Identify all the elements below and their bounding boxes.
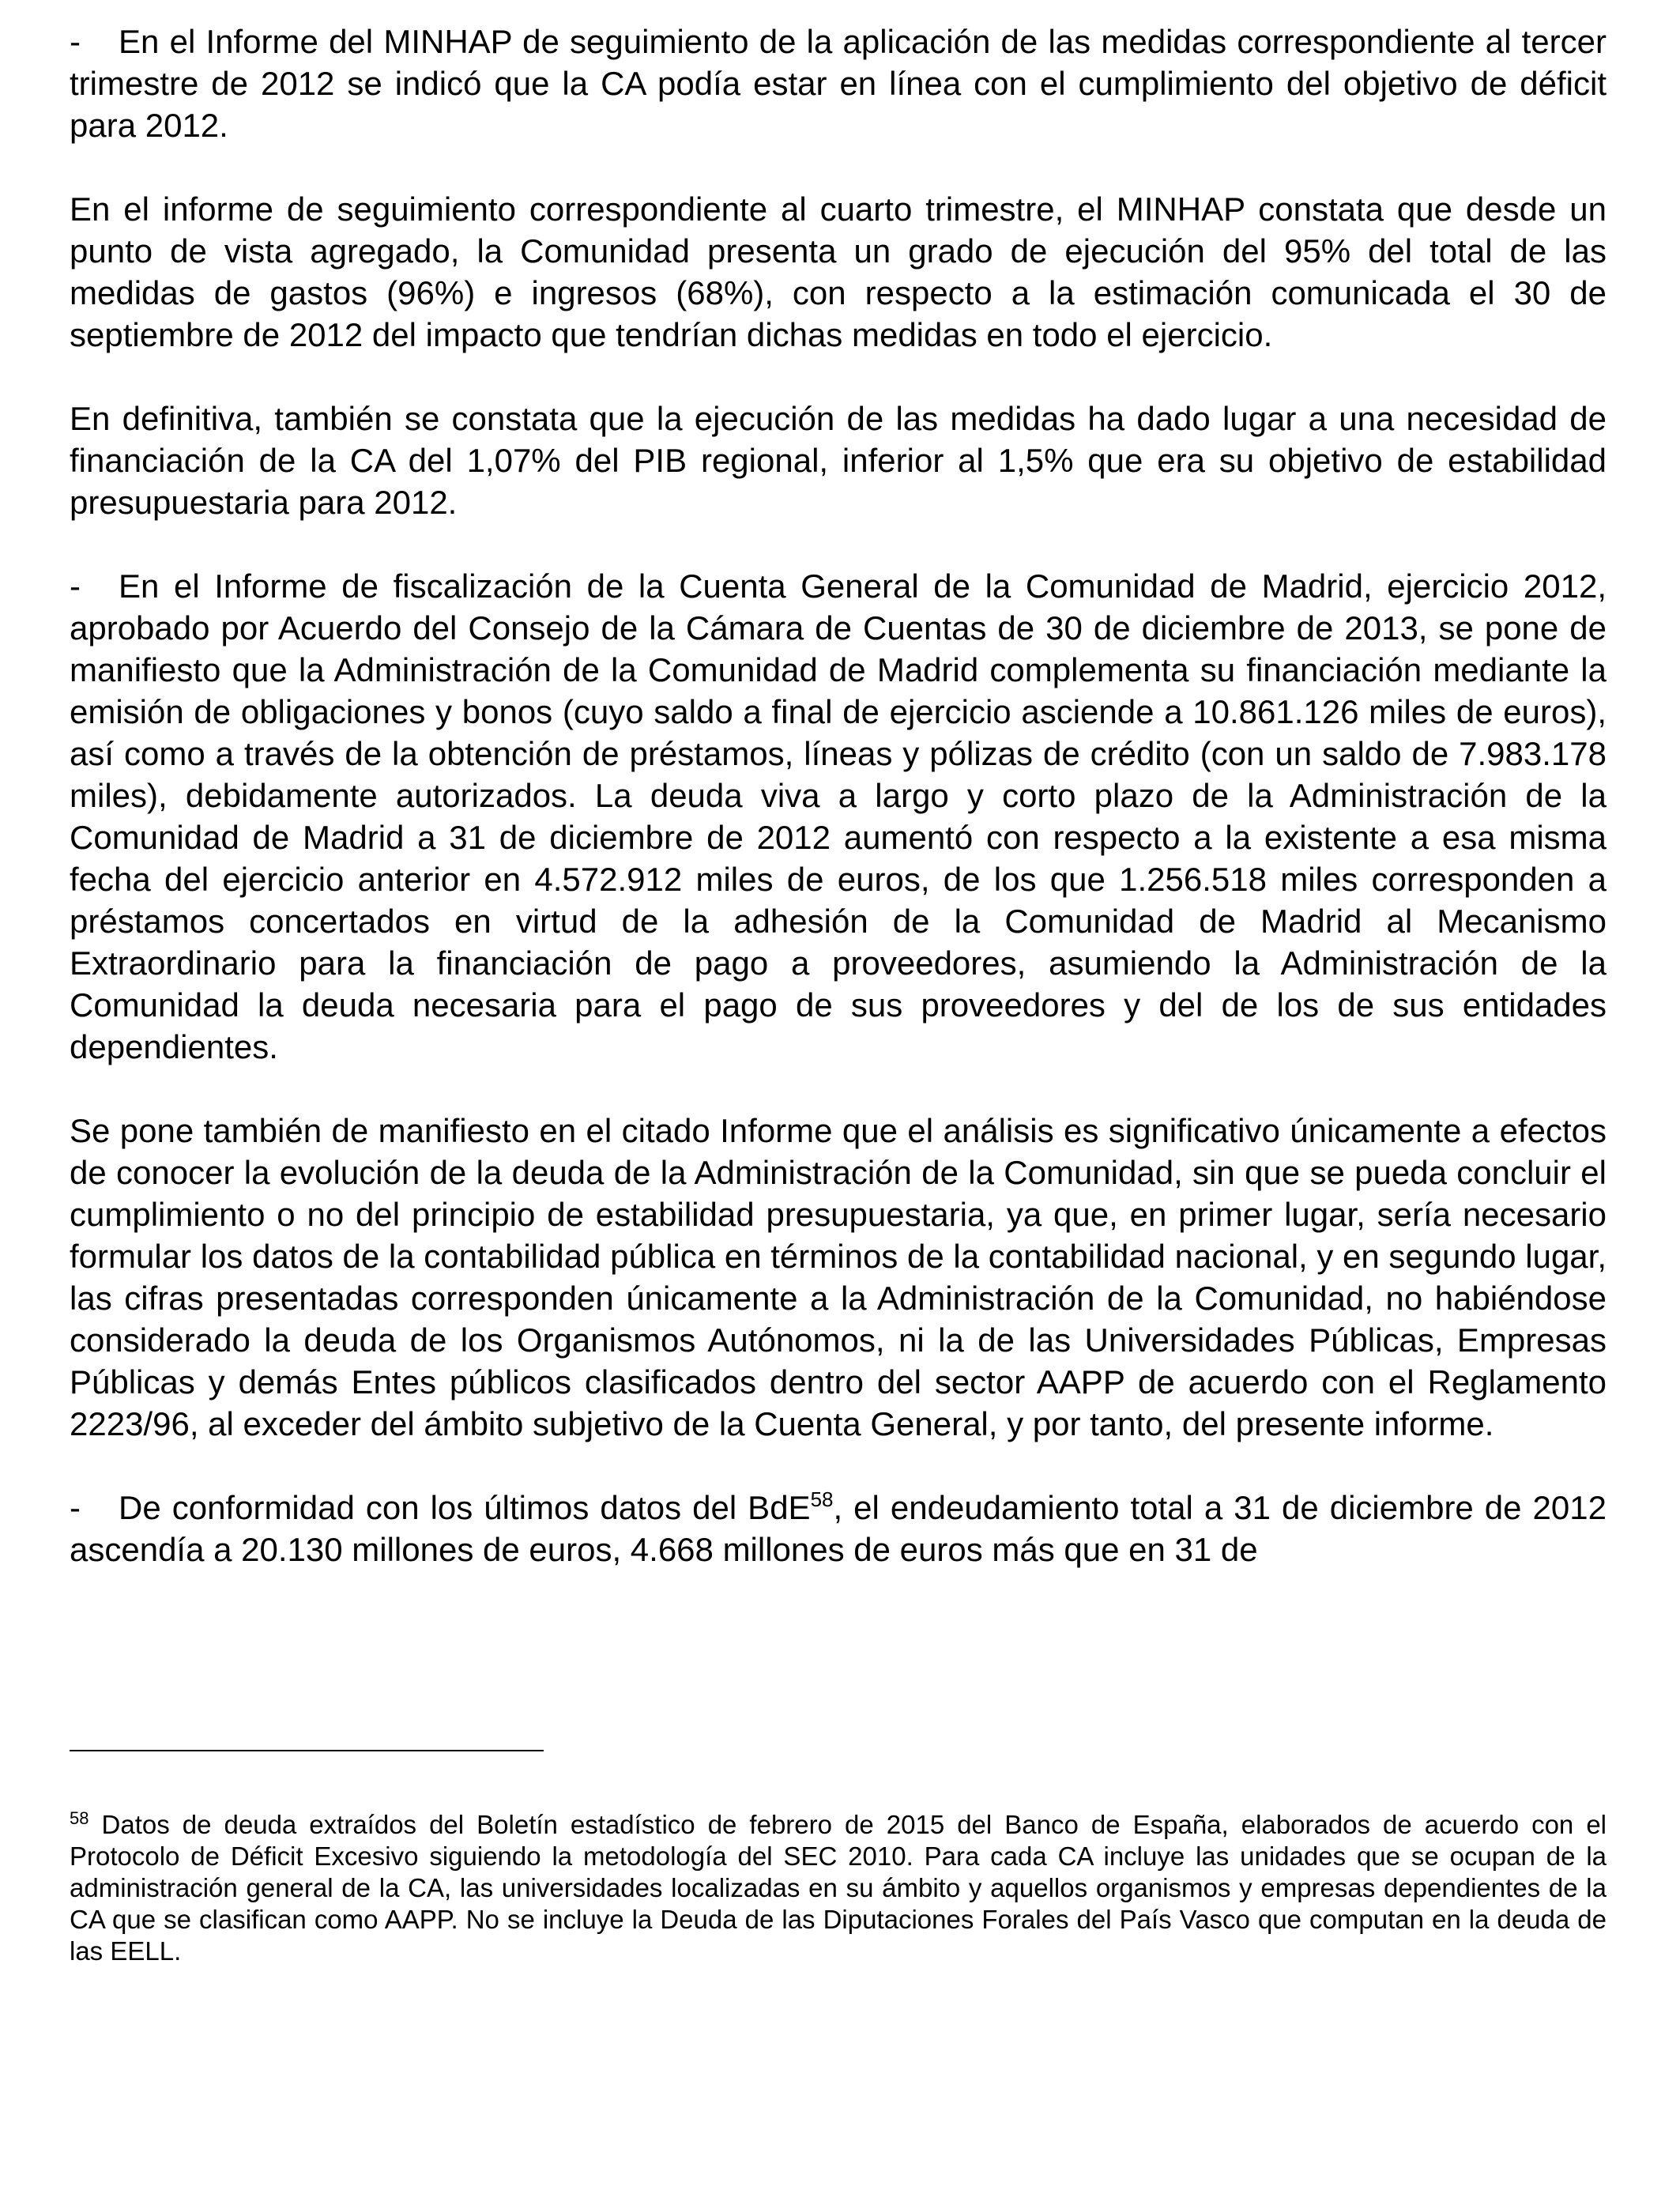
bullet-dash: -: [70, 567, 81, 605]
paragraph-text: En el informe de seguimiento correspondiente al cuarto trimestre, el MINHAP constata que desde un punto de vista agregado, la Comunidad presenta un grado de ejecución del 95% del total de las medidas de gastos (96%) e ingresos (68%), con respecto a la estimación comunicada el 30 de septiembre de 2012 del impacto que tendrían dichas medidas en todo el ejercicio.: [70, 190, 1607, 353]
paragraph-text: En el Informe de fiscalización de la Cuenta General de la Comunidad de Madrid, ejercicio 2012, aprobado por Acuerdo del Consejo de la Cámara de Cuentas de 30 de diciembre de 2013, se pone de manifiesto que la Administración de la Comunidad de Madrid complementa su financiación mediante la emisión de obligaciones y bonos (cuyo saldo a final de ejercicio asciende a 10.861.126 miles de euros), así como a través de la obtención de préstamos, líneas y pólizas de crédito (con un saldo de 7.983.178 miles), debidamente autorizados. La deuda viva a largo y corto plazo de la Administración de la Comunidad de Madrid a 31 de diciembre de 2012 aumentó con respecto a la existente a esa misma fecha del ejercicio anterior en 4.572.912 miles de euros, de los que 1.256.518 miles corresponden a préstamos concertados en virtud de la adhesión de la Comunidad de Madrid al Mecanismo Extraordinario para la financiación de pago a proveedores, asumiendo la Administración de la Comunidad la deuda necesaria para el pago de sus proveedores y del de los de sus entidades dependientes.: [70, 567, 1607, 1065]
paragraph-financing-need: [70, 398, 1607, 523]
paragraph-gap: [70, 1445, 1607, 1487]
document-body: [70, 21, 1607, 1570]
bullet-dash: -: [70, 23, 81, 60]
footnote-separator: [70, 1750, 544, 1751]
paragraph-gap: [70, 146, 1607, 188]
paragraph-analysis-scope: [70, 1110, 1607, 1445]
paragraph-gap: [70, 356, 1607, 398]
paragraph-text: En definitiva, también se constata que la ejecución de las medidas ha dado lugar a una necesidad de financiación de la CA del 1,07% del PIB regional, inferior al 1,5% que era su objetivo de estabilidad presupuestaria para 2012.: [70, 400, 1607, 521]
paragraph-minhap-fourth-quarter: [70, 188, 1607, 356]
footnote-number: 58: [70, 1808, 89, 1828]
footnote-text: Datos de deuda extraídos del Boletín estadístico de febrero de 2015 del Banco de España, elaborados de acuerdo con el Protocolo de Déficit Excesivo siguiendo la metodología del SEC 2010. Para cada CA incluye las unidades que se ocupan de la administración general de la CA, las universidades localizadas en su ámbito y aquellos organismos y empresas dependientes de la CA que se clasifican como AAPP. No se incluye la Deuda de las Diputaciones Forales del País Vasco que computan en la deuda de las EELL.: [70, 1810, 1607, 1966]
paragraph-gap: [70, 523, 1607, 565]
paragraph-gap: [70, 1068, 1607, 1110]
paragraph-text: En el Informe del MINHAP de seguimiento de la aplicación de las medidas correspondiente al tercer trimestre de 2012 se indicó que la CA podía estar en línea con el cumplimiento del objetivo de déficit para 2012.: [70, 23, 1607, 144]
paragraph-text-continued: , el endeudamiento total a 31 de diciembre de 2012 ascendía a 20.130 millones de euros, 4.668 millones de euros más que en 31 de: [70, 1489, 1607, 1568]
paragraph-text: Se pone también de manifiesto en el citado Informe que el análisis es significativo únicamente a efectos de conocer la evolución de la deuda de la Administración de la Comunidad, sin que se pueda concluir el cumplimiento o no del principio de estabilidad presupuestaria, ya que, en primer lugar, sería necesario formular los datos de la contabilidad pública en términos de la contabilidad nacional, y en segundo lugar, las cifras presentadas corresponden únicamente a la Administración de la Comunidad, no habiéndose considerado la deuda de los Organismos Autónomos, ni la de las Universidades Públicas, Empresas Públicas y demás Entes públicos clasificados dentro del sector AAPP de acuerdo con el Reglamento 2223/96, al exceder del ámbito subjetivo de la Cuenta General, y por tanto, del presente informe.: [70, 1112, 1607, 1442]
bullet-dash: -: [70, 1489, 81, 1526]
paragraph-text: De conformidad con los últimos datos del BdE: [119, 1489, 811, 1526]
footnote-58: [70, 1809, 1607, 1967]
footnote-reference-link[interactable]: 58: [810, 1487, 834, 1511]
paragraph-minhap-third-quarter: [70, 21, 1607, 146]
paragraph-cuenta-general-informe: [70, 565, 1607, 1068]
paragraph-bde-debt: [70, 1487, 1607, 1570]
